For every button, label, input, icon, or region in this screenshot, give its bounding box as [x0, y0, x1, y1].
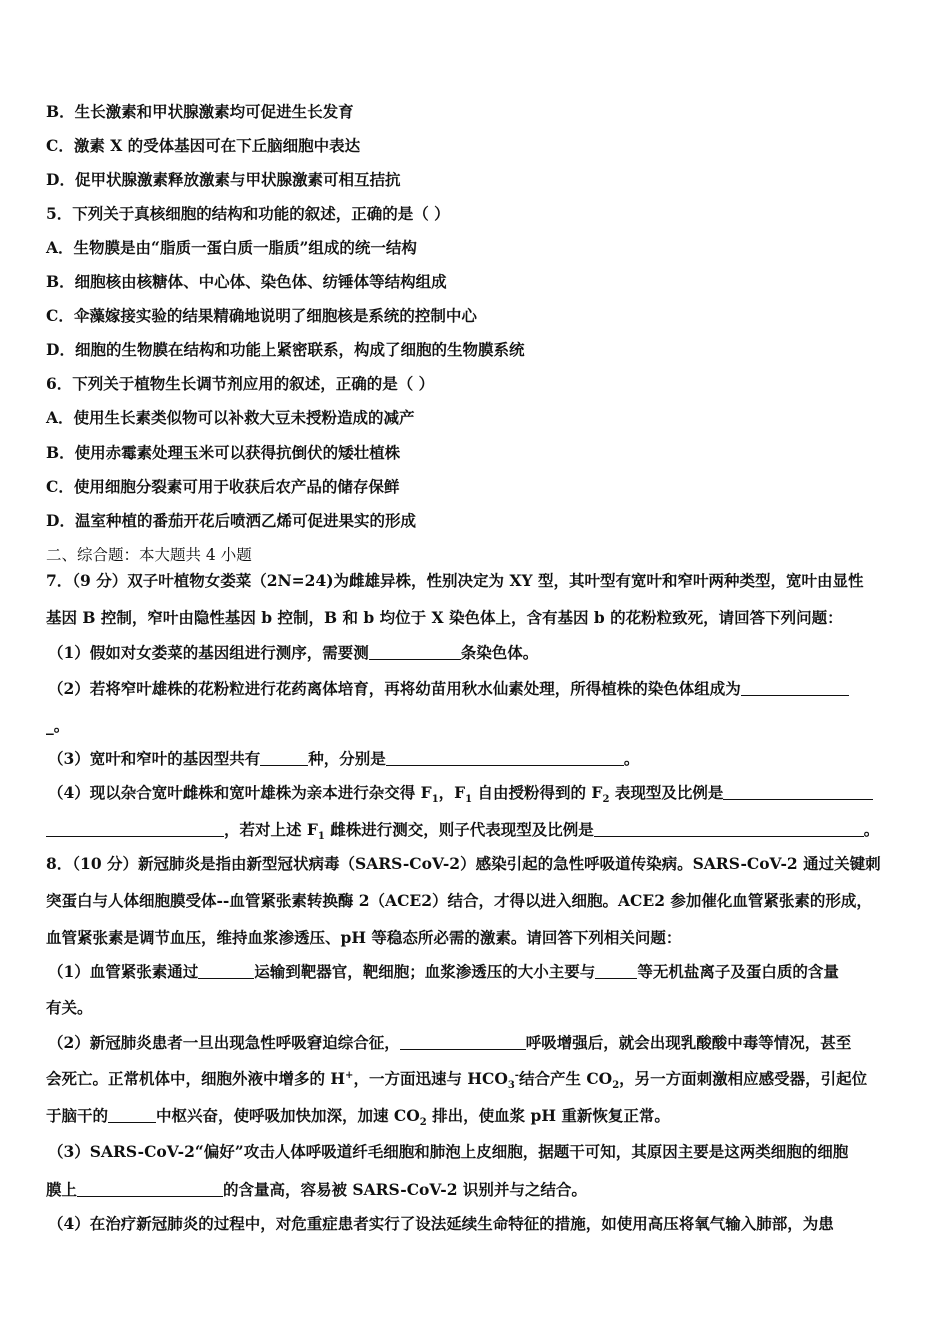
- q8-part2: （2）新冠肺炎患者一旦出现急性呼吸窘迫综合征， 呼吸增强后，就会出现乳酸酸中毒等情况，甚至: [48, 1033, 852, 1052]
- q6-option-b: B．使用赤霉素处理玉米可以获得抗倒伏的矮壮植株: [46, 443, 401, 462]
- answer-blank[interactable]: [77, 1181, 223, 1197]
- answer-blank[interactable]: [400, 1034, 526, 1050]
- answer-blank[interactable]: [369, 644, 461, 660]
- q8-part1: （1）血管紧张素通过 运输到靶器官，靶细胞；血浆渗透压的大小主要与 等无机盐离子及蛋白质的含量: [48, 962, 839, 981]
- q7-stem-line2: 基因 B 控制，窄叶由隐性基因 b 控制，B 和 b 均位于 X 染色体上，含有基因 b 的花粉粒致死，请回答下列问题：: [46, 608, 843, 627]
- answer-blank[interactable]: [741, 680, 849, 696]
- answer-blank[interactable]: [595, 963, 637, 979]
- q6-stem: 6．下列关于植物生长调节剂应用的叙述，正确的是（ ）: [46, 374, 435, 393]
- q8-part4: （4）在治疗新冠肺炎的过程中，对危重症患者实行了设法延续生命特征的措施，如使用高压将氧气输入肺部，为患: [48, 1214, 834, 1233]
- q8-stem-line3: 血管紧张素是调节血压，维持血浆渗透压、pH 等稳态所必需的激素。请回答下列相关问题：: [46, 928, 682, 947]
- q7-part4: （4）现以杂合宽叶雌株和宽叶雄株为亲本进行杂交得 $F_1$，$F_1$ 自由授粉得到的 $F_2$ 表现型及比例是: [48, 783, 914, 803]
- q6-option-c: C．使用细胞分裂素可用于收获后农产品的储存保鲜: [46, 477, 400, 496]
- q7-part4-line2: ，若对上述 $F_1$ 雌株进行测交，则子代表现型及比例是 。: [46, 820, 912, 840]
- q5-option-a: A．生物膜是由“脂质一蛋白质一脂质”组成的统一结构: [46, 238, 417, 257]
- q7-part1: （1）假如对女娄菜的基因组进行测序，需要测 条染色体。: [48, 643, 539, 662]
- answer-blank[interactable]: [594, 821, 864, 837]
- q6-option-a: A．使用生长素类似物可以补救大豆未授粉造成的减产: [46, 408, 415, 427]
- answer-blank[interactable]: [723, 784, 873, 800]
- q8-part3: （3）SARS-CoV-2“偏好”攻击人体呼吸道纤毛细胞和肺泡上皮细胞，据题干可知，其原因主要是这两类细胞的细胞: [48, 1142, 849, 1161]
- answer-blank[interactable]: [198, 963, 254, 979]
- q4-option-c: C．激素 X 的受体基因可在下丘脑细胞中表达: [46, 136, 361, 155]
- q5-option-b: B．细胞核由核糖体、中心体、染色体、纺锤体等结构组成: [46, 272, 447, 291]
- q5-option-c: C．伞藻嫁接实验的结果精确地说明了细胞核是系统的控制中心: [46, 306, 477, 325]
- q8-stem-line1: 8．（10 分）新冠肺炎是指由新型冠状病毒（SARS-CoV-2）感染引起的急性呼吸道传染病。SARS-CoV-2 通过关键刺: [46, 854, 881, 873]
- q8-part2-line3: 于脑干的 中枢兴奋，使呼吸加快加深，加速 $CO_2$ 排出，使血浆 pH 重新恢复正常。: [46, 1106, 670, 1129]
- q5-option-d: D．细胞的生物膜在结构和功能上紧密联系，构成了细胞的生物膜系统: [46, 340, 525, 359]
- q7-part3: （3）宽叶和窄叶的基因型共有 种，分别是 。: [48, 749, 640, 768]
- answer-blank[interactable]: [108, 1107, 156, 1123]
- q6-option-d: D．温室种植的番茄开花后喷洒乙烯可促进果实的形成: [46, 511, 416, 530]
- answer-blank[interactable]: [46, 821, 224, 837]
- section-heading: 二、综合题：本大题共 4 小题: [46, 546, 252, 564]
- q7-stem-line1: 7．（9 分）双子叶植物女娄菜（2N=24)为雌雄异株，性别决定为 XY 型，其叶型有宽叶和窄叶两种类型，宽叶由显性: [46, 571, 864, 590]
- q5-stem: 5．下列关于真核细胞的结构和功能的叙述，正确的是（ ）: [46, 204, 450, 223]
- q8-stem-line2: 突蛋白与人体细胞膜受体--血管紧张素转换酶 2（ACE2）结合，才得以进入细胞。ACE2 参加催化血管紧张素的形成，: [46, 891, 872, 910]
- q4-option-d: D．促甲状腺激素释放激素与甲状腺激素可相互拮抗: [46, 170, 401, 189]
- answer-blank[interactable]: [260, 750, 308, 766]
- q8-part2-line2: 会死亡。正常机体中，细胞外液中增多的 H+，一方面迅速与 $HCO_3^-$结合产生 $CO_2$，另一方面刺激相应感受器，引起位: [46, 1069, 868, 1092]
- q8-part1-end: 有关。: [46, 998, 93, 1017]
- q7-part2-end: _。: [46, 716, 70, 735]
- q4-option-b: B．生长激素和甲状腺激素均可促进生长发育: [46, 102, 354, 121]
- answer-blank[interactable]: [386, 750, 624, 766]
- q7-part2: （2）若将窄叶雄株的花粉粒进行花药离体培育，再将幼苗用秋水仙素处理，所得植株的染色体组成为: [48, 679, 914, 699]
- q8-part3-line2: 膜上 的含量高，容易被 SARS-CoV-2 识别并与之结合。: [46, 1180, 587, 1199]
